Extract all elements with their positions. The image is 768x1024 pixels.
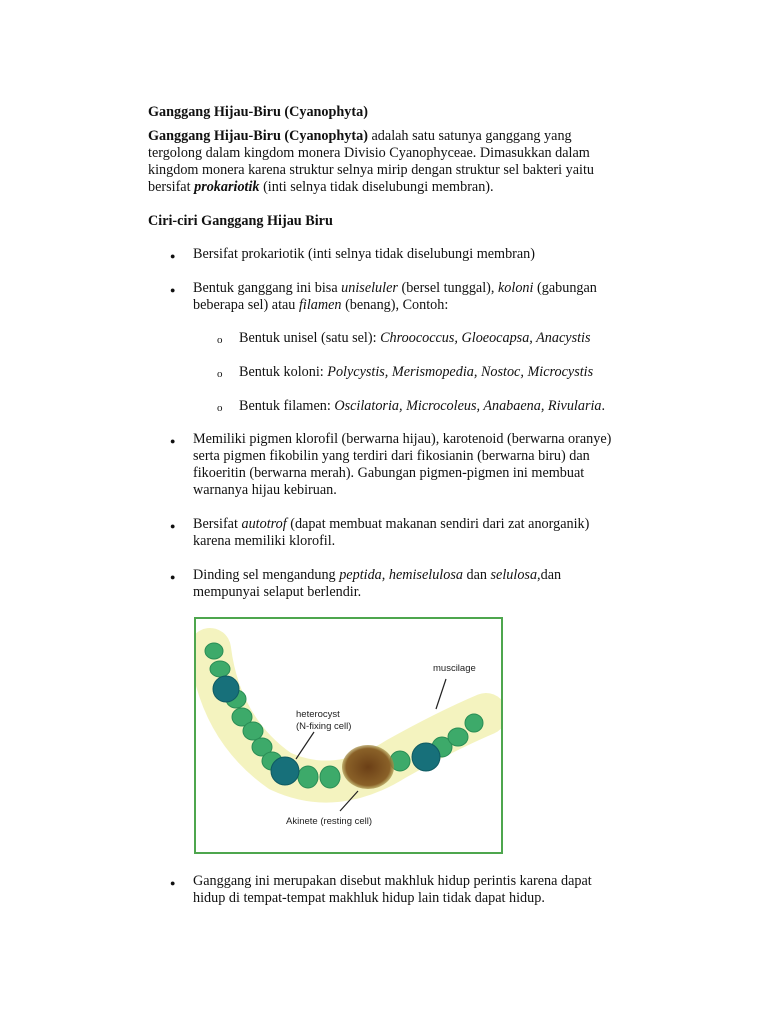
label-heterocyst: heterocyst — [296, 709, 340, 720]
intro-line-1: adalah satu satunya ganggang yang — [367, 128, 572, 144]
sub-bullet-marker: o — [217, 402, 223, 414]
intro-line-3: kingdom monera karena struktur selnya mirip dengan struktur sel bakteri yaitu — [148, 162, 594, 178]
intro-line-4-pre: bersifat — [148, 179, 195, 195]
section-heading: Ciri-ciri Ganggang Hijau Biru — [148, 213, 333, 229]
bullet-marker: ● — [170, 572, 176, 582]
intro-prokariotik: prokariotik — [194, 179, 260, 195]
bullet-marker: ● — [170, 521, 176, 531]
sub-bullet-marker: o — [217, 334, 223, 346]
bullet-marker: ● — [170, 285, 176, 295]
bullet-marker: ● — [170, 878, 176, 888]
intro-line-4-post: (inti selnya tidak diselubungi membran). — [259, 179, 494, 195]
list-item-3: Memiliki pigmen klorofil (berwarna hijau), karotenoid (berwarna oranye) serta pigmen fikobilin yang terdiri dari fikosianin (berwarna biru) dan fikoeritin (berwarna merah). Gabungan pigmen-pigmen ini membuat warnanya hijau kebiruan. — [193, 431, 612, 498]
intro-bold-term: Ganggang Hijau-Biru (Cyanophyta) — [148, 128, 368, 144]
list-item-4: Bersifat autotrof (dapat membuat makanan sendiri dari zat anorganik) karena memiliki klorofil. — [193, 516, 590, 549]
page-title: Ganggang Hijau-Biru (Cyanophyta) — [148, 104, 368, 120]
sub-item-koloni: Bentuk koloni: Polycystis, Merismopedia, Nostoc, Microcystis — [239, 364, 594, 380]
sub-item-filamen: Bentuk filamen: Oscilatoria, Microcoleus, Anabaena, Rivularia. — [239, 398, 606, 414]
list-item-6: Ganggang ini merupakan disebut makhluk hidup perintis karena dapat hidup di tempat-tempat makhluk hidup lain tidak dapat hidup. — [193, 873, 592, 906]
list-item-1: Bersifat prokariotik (inti selnya tidak diselubungi membran) — [193, 246, 535, 262]
filament-illustration — [196, 619, 501, 852]
sub-item-unisel: Bentuk unisel (satu sel): Chroococcus, Gloeocapsa, Anacystis — [239, 330, 591, 346]
label-muscilage: muscilage — [433, 663, 476, 674]
cyanobacteria-filament-figure — [194, 617, 503, 854]
list-item-2: Bentuk ganggang ini bisa uniseluler (bersel tunggal), koloni (gabungan beberapa sel) atau filamen (benang), Contoh: — [193, 280, 597, 313]
intro-paragraph — [148, 128, 628, 196]
sub-bullet-marker: o — [217, 368, 223, 380]
akinete-cell — [342, 745, 394, 789]
label-akinete: Akinete (resting cell) — [286, 816, 373, 827]
intro-line-2: tergolong dalam kingdom monera Divisio Cyanophyceae. Dimasukkan dalam — [148, 145, 590, 161]
label-heterocyst-sub: (N-fixing cell) — [296, 721, 352, 732]
bullet-marker: ● — [170, 436, 176, 446]
list-item-5: Dinding sel mengandung peptida, hemiselulosa dan selulosa,dan mempunyai selaput berlendir. — [193, 567, 562, 600]
bullet-marker: ● — [170, 251, 176, 261]
